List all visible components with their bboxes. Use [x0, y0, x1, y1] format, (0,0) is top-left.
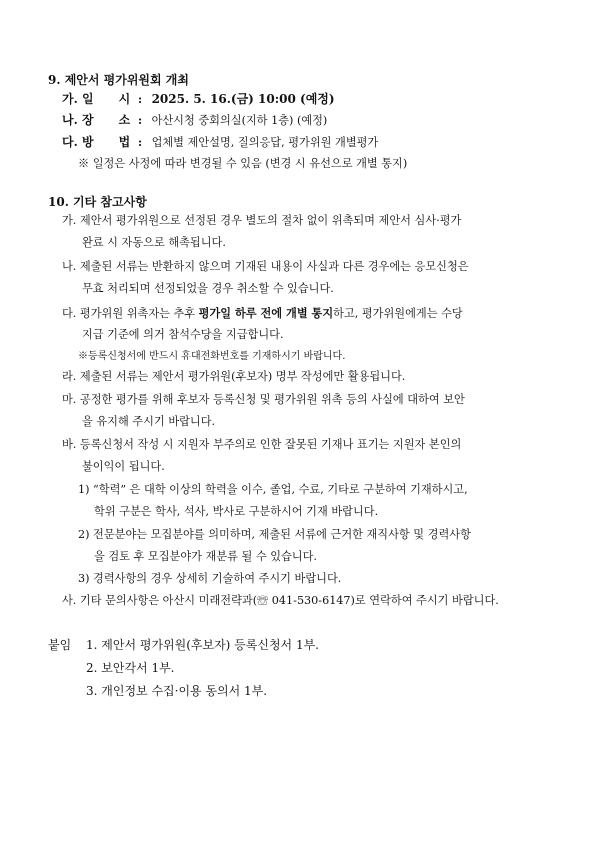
note-da-post: 하고, 평가위원에게는 수당 [333, 307, 463, 320]
subnote-2-line1: 2) 전문분야는 모집분야를 의미하며, 제출된 서류에 근거한 재직사항 및 경력사항 [78, 528, 471, 541]
note-da-line2: 지급 기준에 의거 참석수당을 지급합니다. [82, 328, 284, 341]
attachment-item-2: 2. 보안각서 1부. [86, 661, 175, 675]
section-9-title: 9. 제안서 평가위원회 개최 [48, 73, 189, 87]
subnote-1-line2: 학위 구분은 학사, 석사, 박사로 구분하시어 기재 바랍니다. [94, 505, 379, 518]
date-value: 2025. 5. 16.(금) 10:00 (예정) [151, 92, 335, 106]
note-ba-line1: 바. 등록신청서 작성 시 지원자 부주의로 인한 잘못된 기재나 표기는 지원자 본인의 [62, 438, 462, 451]
note-ma-line2: 을 유지해 주시기 바랍니다. [82, 415, 216, 428]
section-10-title: 10. 기타 참고사항 [48, 195, 147, 209]
note-da-phone-note: ※등록신청서에 반드시 휴대전화번호를 기재하시기 바랍니다. [78, 351, 346, 362]
attachment-label: 붙임 [48, 638, 72, 652]
method-value: 업체별 제안설명, 질의응답, 평가위원 개별평가 [151, 136, 379, 149]
schedule-row-method: 다. 방 법 : 업체별 제안설명, 질의응답, 평가위원 개별평가 [62, 135, 379, 149]
date-label: 가. 일 시 [62, 92, 131, 106]
note-ma-line1: 마. 공정한 평가를 위해 후보자 등록신청 및 평가위원 위촉 등의 사실에 대하여 보안 [62, 393, 465, 406]
note-da-emphasis: 평가일 하루 전에 개별 통지 [198, 306, 334, 320]
note-ra: 라. 제출된 서류는 제안서 평가위원(후보자) 명부 작성에만 활용됩니다. [62, 370, 406, 383]
schedule-row-place: 나. 장 소 : 아산시청 중회의실(지하 1층) (예정) [62, 113, 328, 127]
schedule-note: ※ 일정은 사정에 따라 변경될 수 있음 (변경 시 유선으로 개별 통지) [78, 157, 408, 170]
schedule-row-date: 가. 일 시 : 2025. 5. 16.(금) 10:00 (예정) [62, 92, 335, 106]
method-label: 다. 방 법 [62, 135, 131, 149]
attachment-item-1: 1. 제안서 평가위원(후보자) 등록신청서 1부. [86, 638, 319, 652]
subnote-1-line1: 1) “학력” 은 대학 이상의 학력을 이수, 졸업, 수료, 기타로 구분하여 기재하시고, [78, 483, 468, 496]
note-na-line1: 나. 제출된 서류는 반환하지 않으며 기재된 내용이 사실과 다른 경우에는 응모신청은 [62, 260, 469, 273]
attachment-item-3: 3. 개인정보 수집·이용 동의서 1부. [86, 684, 268, 698]
subnote-3: 3) 경력사항의 경우 상세히 기술하여 주시기 바랍니다. [78, 572, 342, 585]
place-label: 나. 장 소 [62, 113, 131, 127]
place-value: 아산시청 중회의실(지하 1층) (예정) [151, 114, 328, 127]
note-ga-line2: 완료 시 자동으로 해촉됩니다. [82, 236, 226, 249]
note-da-line1 [62, 306, 463, 321]
note-ba-line2: 불이익이 됩니다. [82, 460, 165, 473]
subnote-2-line2: 을 검토 후 모집분야가 재분류 될 수 있습니다. [94, 550, 317, 563]
note-da-pre: 다. 평가위원 위촉자는 추후 [62, 307, 199, 320]
note-ga-line1: 가. 제안서 평가위원으로 선정된 경우 별도의 절차 없이 위촉되며 제안서 심사·평가 [62, 214, 462, 227]
note-na-line2: 무효 처리되며 선정되었을 경우 취소할 수 있습니다. [82, 282, 334, 295]
note-sa-contact: 사. 기타 문의사항은 아산시 미래전략과(☏ 041-530-6147)로 연락하여 주시기 바랍니다. [62, 594, 499, 607]
